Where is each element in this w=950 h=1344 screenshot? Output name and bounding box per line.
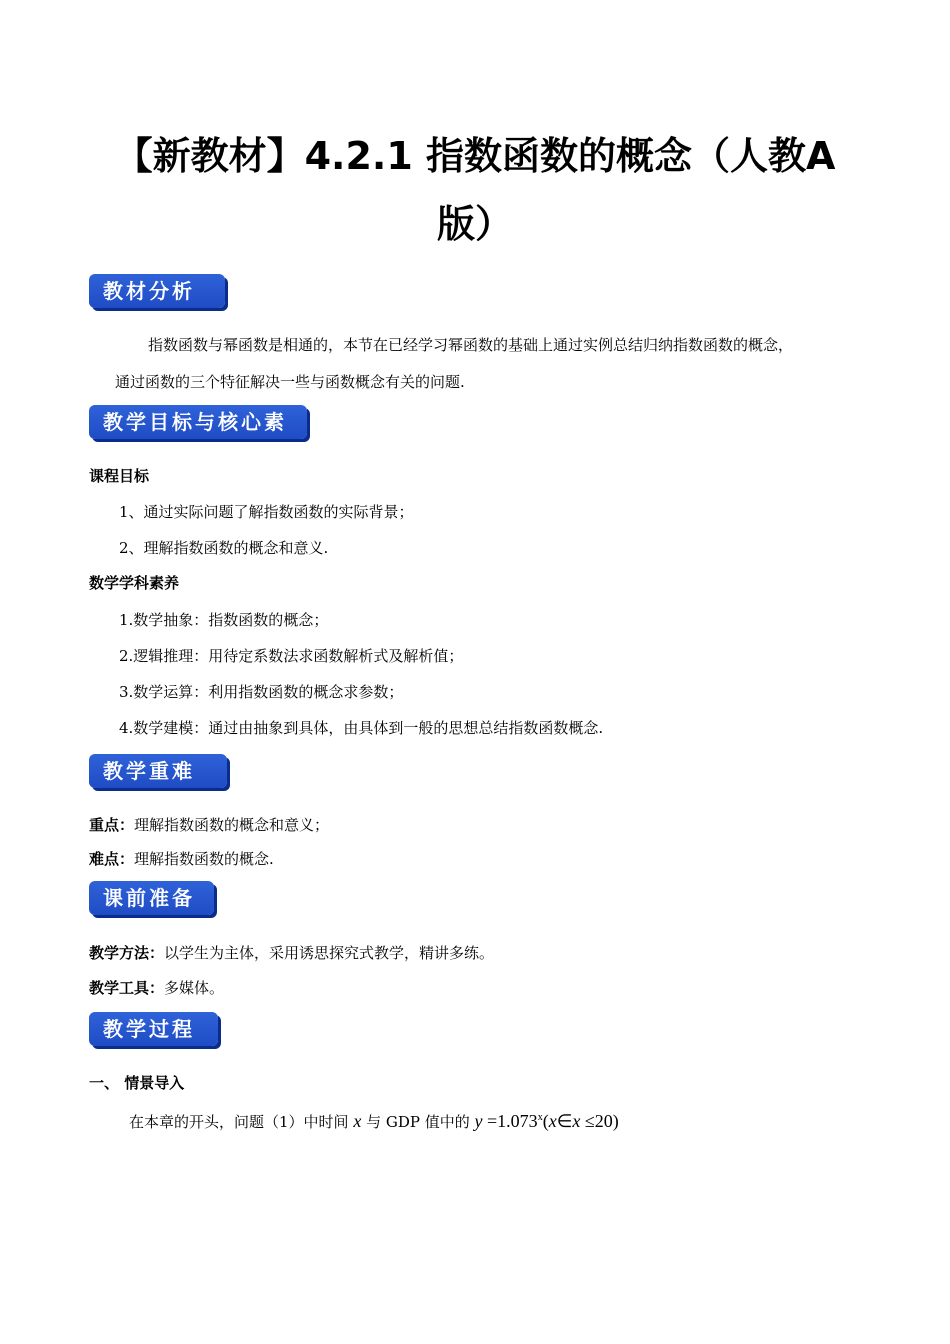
section-badge-process: 教学过程 bbox=[89, 1012, 218, 1046]
hard-point-text: 理解指数函数的概念. bbox=[134, 850, 274, 868]
method-label: 教学方法： bbox=[89, 944, 165, 962]
hard-point-label: 难点： bbox=[89, 850, 135, 868]
literacy-item-4: 4.数学建模：通过由抽象到具体，由具体到一般的思想总结指数函数概念. bbox=[119, 719, 604, 737]
formula-in: ∈ bbox=[556, 1111, 573, 1131]
course-goal-heading: 课程目标 bbox=[89, 467, 150, 485]
intro-text-b: 与 GDP 值中的 bbox=[366, 1113, 470, 1131]
analysis-line-2: 通过函数的三个特征解决一些与函数概念有关的问题. bbox=[115, 373, 465, 391]
formula-exponent: x bbox=[537, 1112, 543, 1123]
process-intro-line bbox=[129, 1108, 619, 1132]
formula-tail: ≤20) bbox=[584, 1111, 619, 1131]
var-x: x bbox=[353, 1111, 362, 1131]
tool-text: 多媒体。 bbox=[164, 979, 225, 997]
intro-text-a: 在本章的开头，问题（1）中时间 bbox=[129, 1113, 349, 1131]
process-step-1-heading: 一、 情景导入 bbox=[89, 1074, 185, 1092]
section-badge-key-points: 教学重难点 bbox=[89, 754, 227, 788]
key-point-label: 重点： bbox=[89, 816, 135, 834]
method-line bbox=[89, 943, 494, 963]
tool-label: 教学工具： bbox=[89, 979, 165, 997]
tool-line bbox=[89, 978, 224, 998]
page-title bbox=[90, 122, 860, 258]
analysis-line-1: 指数函数与幂函数是相通的，本节在已经学习幂函数的基础上通过实例总结归纳指数函数的概念， bbox=[148, 336, 794, 354]
goal-item-1: 1、通过实际问题了解指数函数的实际背景； bbox=[119, 503, 414, 521]
goal-item-2: 2、理解指数函数的概念和意义. bbox=[119, 539, 329, 557]
section-badge-preparation: 课前准备 bbox=[89, 881, 214, 915]
title-line-2: 版） bbox=[436, 202, 513, 246]
literacy-item-2: 2.逻辑推理：用待定系数法求函数解析式及解析值； bbox=[119, 647, 464, 665]
section-badge-objectives: 教学目标与核心素养 bbox=[89, 405, 307, 439]
gdp-formula bbox=[475, 1111, 619, 1131]
key-point-text: 理解指数函数的概念和意义； bbox=[134, 816, 330, 834]
formula-x2: x bbox=[572, 1111, 581, 1131]
formula-eq: =1.073 bbox=[487, 1111, 538, 1131]
formula-y: y bbox=[474, 1111, 483, 1131]
title-line-1: 【新教材】4.2.1 指数函数的概念（人教A bbox=[114, 134, 836, 178]
section-badge-analysis: 教材分析 bbox=[89, 274, 225, 308]
formula-x1: x bbox=[548, 1111, 557, 1131]
key-point-line bbox=[89, 815, 329, 835]
literacy-heading: 数学学科素养 bbox=[89, 574, 180, 592]
literacy-item-1: 1.数学抽象：指数函数的概念； bbox=[119, 611, 329, 629]
hard-point-line bbox=[89, 849, 274, 869]
literacy-item-3: 3.数学运算：利用指数函数的概念求参数； bbox=[119, 683, 404, 701]
method-text: 以学生为主体，采用诱思探究式教学，精讲多练。 bbox=[164, 944, 495, 962]
formula-open: ( bbox=[542, 1111, 549, 1131]
